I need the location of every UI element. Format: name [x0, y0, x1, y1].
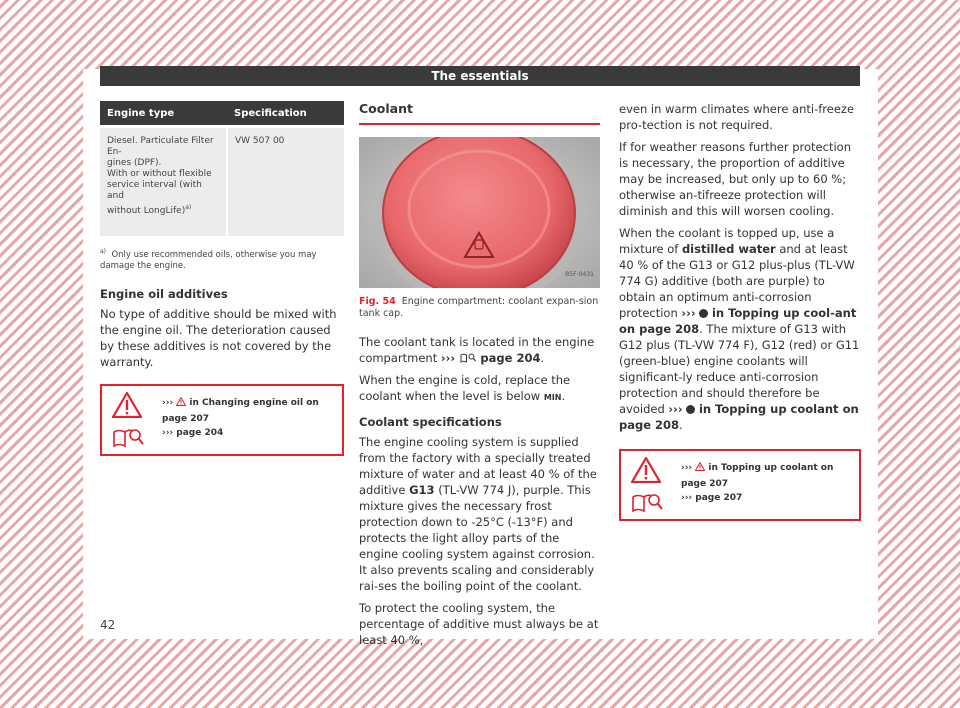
- col3-paragraph-2: If for weather reasons further protection is necessary, the proportion of additive may be increased, but only up to 60 %; otherwise an-tifreeze protection will diminish and this will worsen cooling.: [619, 140, 851, 218]
- additives-heading: Engine oil additives: [100, 286, 228, 301]
- warning-box: [619, 449, 861, 521]
- book-inline-icon: [459, 352, 477, 363]
- coolant-percentage-text: To protect the cooling system, the percentage of additive must always be at least 40 %,: [359, 601, 599, 647]
- topping-up-link-2[interactable]: in Topping up coolant on page 208: [619, 402, 859, 432]
- column-left: [100, 101, 344, 456]
- warning-small-icon: [695, 462, 705, 471]
- col3-paragraph-1: even in warm climates where anti-freeze pro-tection is not required.: [619, 102, 855, 132]
- table-row: [100, 128, 344, 236]
- page-reference-link[interactable]: ››› page 207: [681, 493, 743, 503]
- page-link[interactable]: page 204: [480, 351, 541, 365]
- warning-small-icon: [176, 397, 186, 406]
- coolant-cap-figure: [359, 137, 600, 288]
- table-header-engine-type: Engine type: [100, 101, 227, 125]
- coolant-cap-image: [359, 137, 600, 288]
- figure-caption: Fig. 54 Engine compartment: coolant expan-sion tank cap.: [359, 296, 599, 319]
- info-icon: [686, 405, 695, 414]
- column-middle: [359, 101, 600, 654]
- coolant-spec-heading: Coolant specifications: [359, 415, 502, 429]
- coolant-level-text: When the engine is cold, replace the coolant when the level is below MIN.: [359, 373, 571, 403]
- footnote-ref: a): [185, 204, 192, 211]
- book-magnifier-icon: [631, 491, 663, 513]
- warning-link[interactable]: ››› in Topping up coolant on page 207: [681, 463, 834, 489]
- warning-link[interactable]: ››› in Changing engine oil on page 207: [162, 397, 319, 424]
- topping-up-link-1[interactable]: in Topping up cool-ant on page 208: [619, 306, 857, 336]
- specification-cell: VW 507 00: [227, 128, 344, 236]
- info-icon: [699, 309, 708, 318]
- column-right: [619, 101, 861, 521]
- engine-oil-table: [100, 101, 344, 236]
- min-marker: MIN: [543, 393, 562, 402]
- page-number: 42: [100, 618, 116, 632]
- table-header-specification: Specification: [227, 101, 344, 125]
- additives-text: No type of additive should be mixed with the engine oil. The deterioration caused by these additives is not covered by the warranty.: [100, 306, 337, 369]
- header-title: The essentials: [431, 69, 529, 83]
- page-reference-link[interactable]: ››› page 204: [162, 427, 224, 438]
- coolant-heading: Coolant: [359, 101, 600, 125]
- coolant-spec-text: The engine cooling system is supplied from the factory with a specially treated mixture of water and at least 40 % of the additive G13 (TL-VW 774 J), purple. This mixture gives the necessary frost protection down to -25°C (-13°F) and protects the light alloy parts of the engine cooling system against corrosion. It also prevents scaling and considerably rai-ses the boiling point of the coolant.: [359, 435, 597, 593]
- engine-type-cell: Diesel. Particulate Filter En- gines (DPF). With or without flexible service interval (with and without LongLife)$^{a)}$: [100, 128, 227, 236]
- book-magnifier-icon: [112, 426, 144, 448]
- warning-triangle-icon: [631, 457, 661, 483]
- page-header: [100, 66, 860, 86]
- table-footnote: $^{a)}$ Only use recommended oils, otherwise you may damage the engine.: [100, 248, 317, 271]
- coolant-location-text: The coolant tank is located in the engine compartment ››› page 204.: [359, 335, 595, 365]
- col3-paragraph-3: When the coolant is topped up, use a mixture of distilled water and at least 40 % of the G13 or G12 plus-plus (TL-VW 774 G) additive (both are purple) to obtain an optimum anti-corrosion protection ››› in Topping up cool-ant on page 208. The mixture of G13 with G12 plus (TL-VW 774 F), G12 (red) or G11 (green-blue) engine coolants will significant-ly reduce anti-corrosion protection and should therefore be avoided ››› in Topping up coolant on page 208.: [619, 226, 860, 432]
- warning-triangle-icon: [112, 392, 142, 418]
- figure-code: B5F-0431: [565, 271, 594, 278]
- warning-box: [100, 384, 344, 456]
